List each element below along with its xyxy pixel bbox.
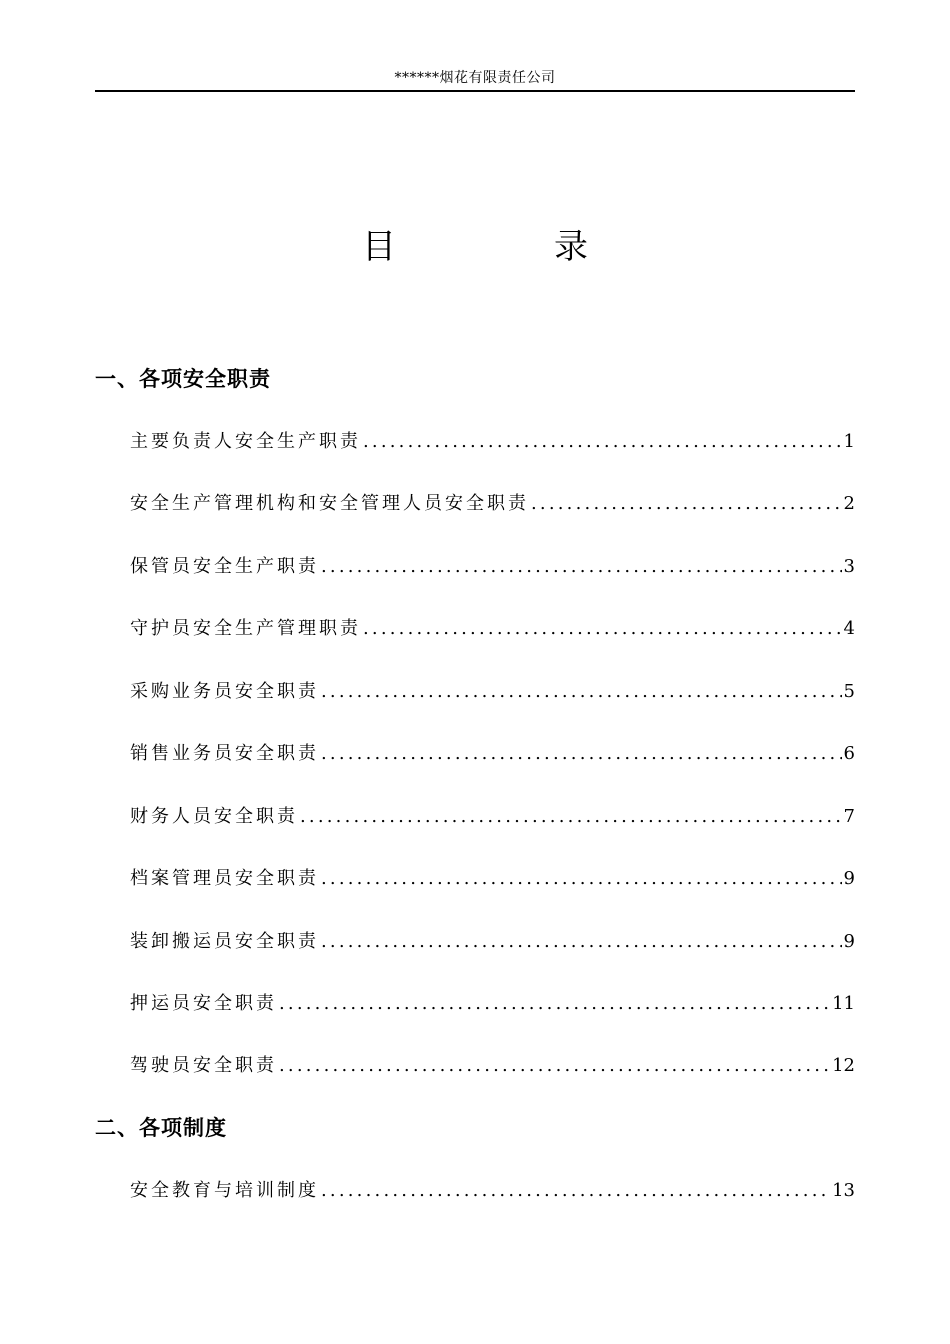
toc-page-number: 2 bbox=[843, 493, 855, 514]
toc-entry-text: 采购业务员安全职责 bbox=[130, 681, 319, 702]
toc-page-number: 13 bbox=[832, 1180, 855, 1201]
toc-page-number: 3 bbox=[843, 556, 855, 577]
toc-page-number: 4 bbox=[843, 618, 855, 639]
dot-leader bbox=[321, 1176, 830, 1206]
toc-entry-text: 保管员安全生产职责 bbox=[130, 556, 319, 577]
toc-page-number: 9 bbox=[843, 931, 855, 952]
dot-leader bbox=[321, 552, 842, 582]
toc-page-number: 6 bbox=[843, 743, 855, 764]
dot-leader bbox=[321, 739, 842, 769]
title-char-2: 录 bbox=[554, 227, 588, 267]
toc-entry-text: 装卸搬运员安全职责 bbox=[130, 931, 319, 952]
toc-entry-text: 押运员安全职责 bbox=[130, 993, 277, 1014]
dot-leader bbox=[531, 489, 842, 519]
dot-leader bbox=[279, 1051, 830, 1081]
toc-entry-text: 销售业务员安全职责 bbox=[130, 743, 319, 764]
toc-entry-text: 安全生产管理机构和安全管理人员安全职责 bbox=[130, 493, 529, 514]
header-rule bbox=[95, 90, 855, 92]
toc-entry-text: 驾驶员安全职责 bbox=[130, 1055, 277, 1076]
toc-page-number: 12 bbox=[832, 1055, 855, 1076]
document-title bbox=[0, 222, 950, 272]
section-heading-2: 二、各项制度 bbox=[95, 1116, 227, 1140]
toc-entry[interactable] bbox=[130, 802, 855, 832]
toc-entry[interactable] bbox=[130, 1051, 855, 1081]
dot-leader bbox=[300, 802, 842, 832]
toc-page-number: 1 bbox=[843, 431, 855, 452]
toc-page-number: 5 bbox=[843, 681, 855, 702]
section-heading-1: 一、各项安全职责 bbox=[95, 367, 271, 391]
toc-entry[interactable] bbox=[130, 864, 855, 894]
dot-leader bbox=[363, 614, 842, 644]
toc-entry[interactable] bbox=[130, 614, 855, 644]
toc-entry-text: 安全教育与培训制度 bbox=[130, 1180, 319, 1201]
toc-entry[interactable] bbox=[130, 989, 855, 1019]
toc-page-number: 9 bbox=[843, 868, 855, 889]
dot-leader bbox=[321, 927, 842, 957]
toc-entry[interactable] bbox=[130, 927, 855, 957]
toc-entry[interactable] bbox=[130, 1176, 855, 1206]
toc-page-number: 7 bbox=[843, 806, 855, 827]
dot-leader bbox=[363, 427, 842, 457]
dot-leader bbox=[321, 677, 842, 707]
toc-entry[interactable] bbox=[130, 552, 855, 582]
toc-entry-text: 档案管理员安全职责 bbox=[130, 868, 319, 889]
toc-entry-text: 主要负责人安全生产职责 bbox=[130, 431, 361, 452]
toc-entry[interactable] bbox=[130, 739, 855, 769]
toc-page-number: 11 bbox=[832, 993, 855, 1014]
toc-entry-text: 守护员安全生产管理职责 bbox=[130, 618, 361, 639]
title-char-1: 目 bbox=[362, 227, 396, 267]
toc-entry[interactable] bbox=[130, 489, 855, 519]
page-header: ******烟花有限责任公司 bbox=[394, 70, 556, 86]
toc-entry-text: 财务人员安全职责 bbox=[130, 806, 298, 827]
dot-leader bbox=[279, 989, 830, 1019]
toc-entry[interactable] bbox=[130, 427, 855, 457]
toc-entry[interactable] bbox=[130, 677, 855, 707]
dot-leader bbox=[321, 864, 842, 894]
